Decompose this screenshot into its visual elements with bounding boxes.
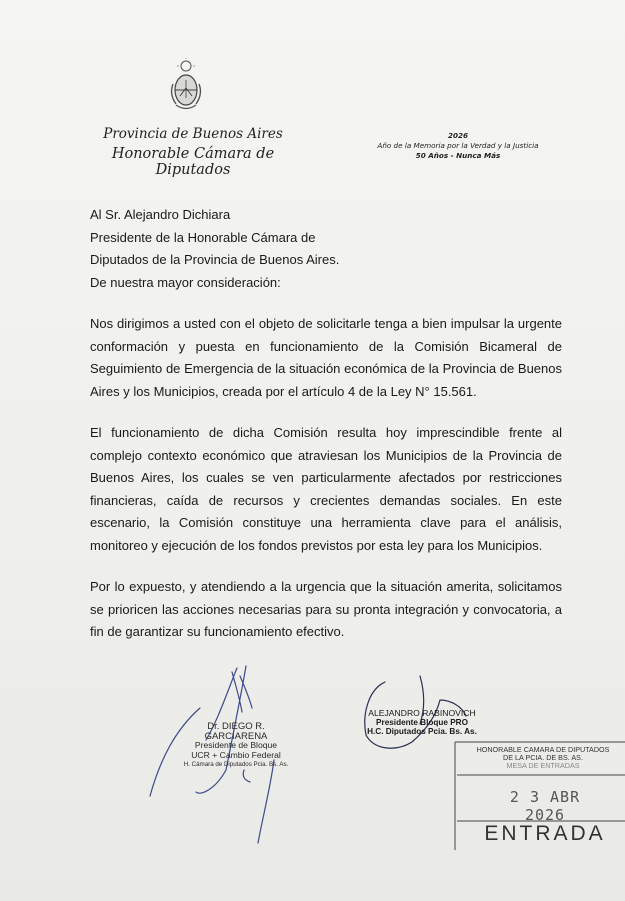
letterhead-right bbox=[368, 131, 548, 161]
stamp-line: HONORABLE CAMARA DE DIPUTADOS bbox=[476, 745, 610, 754]
signatory-chamber: H. Cámara de Diputados Pcia. Bs. As. bbox=[183, 761, 289, 768]
chamber-name: Honorable Cámara de Diputados bbox=[111, 146, 275, 178]
reception-stamp bbox=[455, 742, 625, 850]
letterhead-left bbox=[88, 126, 298, 178]
anniversary-label: 50 Años - Nunca Más bbox=[415, 151, 501, 160]
stamp-line: MESA DE ENTRADAS bbox=[506, 761, 580, 770]
body-paragraph-3: Por lo expuesto, y atendiendo a la urgencia que la situación amerita, solicitamos se prioricen las acciones necesarias para su pronta integración y convocatoria, a fin de garantizar su funcionamiento efectivo. bbox=[90, 579, 562, 639]
signature-left-block bbox=[176, 722, 296, 770]
signature-right-block bbox=[362, 709, 482, 736]
addressee-block bbox=[90, 204, 562, 294]
province-name: Provincia de Buenos Aires bbox=[103, 126, 283, 142]
year-motto: Año de la Memoria por la Verdad y la Justicia bbox=[377, 141, 539, 150]
addressee-line: Al Sr. Alejandro Dichiara bbox=[90, 207, 231, 222]
stamp-line: DE LA PCIA. DE BS. AS. bbox=[503, 753, 583, 762]
stamp-date: 2 3 ABR 2026 bbox=[509, 788, 581, 824]
year-label: 2026 bbox=[447, 131, 468, 140]
addressee-line: Diputados de la Provincia de Buenos Aires. bbox=[90, 252, 340, 267]
signatory-name: ALEJANDRO RABINOVICH bbox=[368, 708, 476, 718]
addressee-line: Presidente de la Honorable Cámara de bbox=[90, 229, 316, 245]
signatory-name: Dr. DIEGO R. GARCIARENA bbox=[204, 721, 268, 742]
body-paragraph-1: Nos dirigimos a usted con el objeto de solicitarle tenga a bien impulsar la urgente conformación y puesta en funcionamiento de la Comisión Bicameral de Seguimiento de Emergencia de la situación económica de la Provincia de Buenos Aires y los Municipios, creada por el artículo 4 de la Ley N° 15.561. bbox=[90, 316, 562, 399]
signatory-chamber: H.C. Diputados Pcia. Bs. As. bbox=[367, 727, 477, 736]
body-paragraph-2: El funcionamiento de dicha Comisión resulta hoy imprescindible frente al complejo contexto económico que atraviesan los Municipios de la Provincia de Buenos Aires, los cuales se ven particularmente afectados por restricciones financieras, caída de recursos y crecientes demandas sociales. En este escenario, la Comisión constituye una herramienta clave para el análisis, monitoreo y ejecución de los fondos previstos por esta ley para los Municipios. bbox=[90, 425, 562, 553]
greeting: De nuestra mayor consideración: bbox=[90, 274, 281, 290]
signatory-bloc: UCR + Cambio Federal bbox=[191, 749, 281, 760]
stamp-entrada-label: ENTRADA bbox=[484, 822, 606, 845]
signatory-role: Presidente Bloque PRO bbox=[376, 718, 468, 727]
provincial-coat-of-arms-icon bbox=[166, 58, 206, 114]
signatory-role: Presidente de Bloque bbox=[194, 740, 278, 750]
